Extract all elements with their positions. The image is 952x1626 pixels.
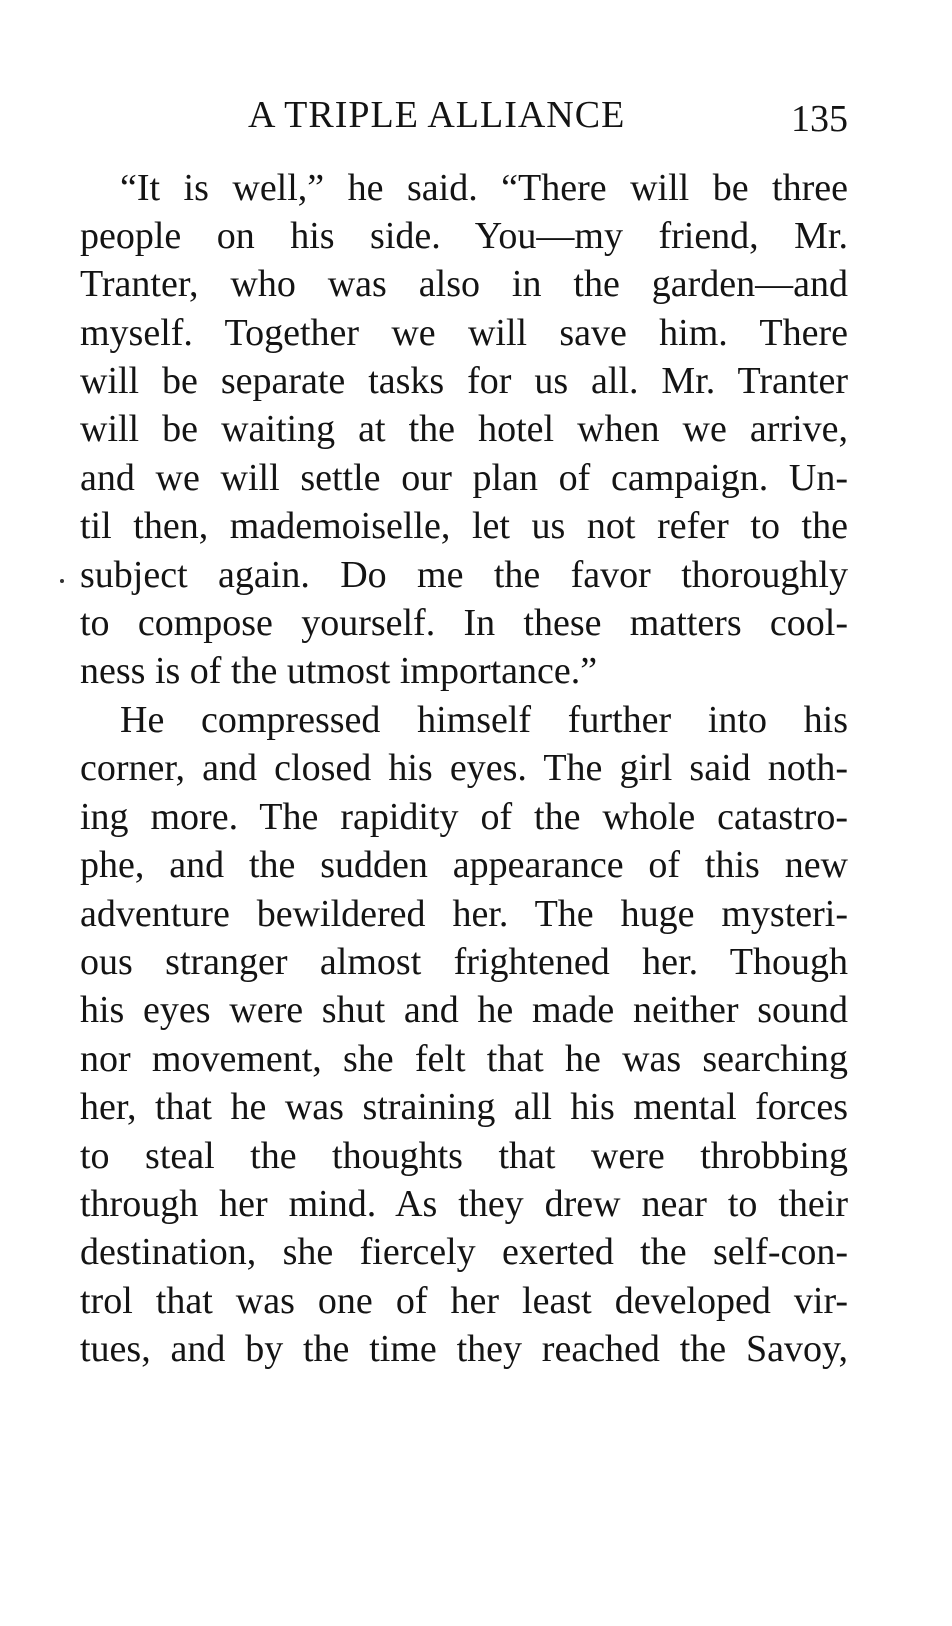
- text-line: tues, and by the time they reached the Savoy,: [80, 1328, 848, 1370]
- text-line: corner, and closed his eyes. The girl said noth-: [80, 747, 848, 789]
- text-line: til then, mademoiselle, let us not refer to the: [80, 505, 848, 547]
- text-line: ness is of the utmost importance.”: [80, 650, 598, 692]
- text-line: his eyes were shut and he made neither sound: [80, 989, 848, 1031]
- text-line: to compose yourself. In these matters cool-: [80, 602, 848, 644]
- text-line: through her mind. As they drew near to their: [80, 1183, 848, 1225]
- text-line: ous stranger almost frightened her. Though: [80, 941, 848, 983]
- running-title: A TRIPLE ALLIANCE: [248, 94, 626, 136]
- margin-dot-mark: [60, 579, 64, 583]
- text-line: subject again. Do me the favor thoroughly: [80, 554, 848, 596]
- text-line: her, that he was straining all his mental forces: [80, 1086, 848, 1128]
- text-line: ing more. The rapidity of the whole catastro-: [80, 796, 848, 838]
- text-line: trol that was one of her least developed vir-: [80, 1280, 848, 1322]
- text-line: will be waiting at the hotel when we arrive,: [80, 408, 848, 450]
- text-line: to steal the thoughts that were throbbing: [80, 1135, 848, 1177]
- text-line: myself. Together we will save him. There: [80, 312, 848, 354]
- text-line: people on his side. You—my friend, Mr.: [80, 215, 848, 257]
- text-line: destination, she fiercely exerted the self-con-: [80, 1231, 848, 1273]
- running-head: [80, 92, 848, 138]
- text-line: and we will settle our plan of campaign. Un-: [80, 457, 848, 499]
- text-line: He compressed himself further into his: [120, 699, 848, 741]
- text-line: “It is well,” he said. “There will be three: [120, 167, 848, 209]
- text-line: Tranter, who was also in the garden—and: [80, 263, 848, 305]
- page-number: 135: [791, 98, 848, 140]
- text-line: phe, and the sudden appearance of this new: [80, 844, 848, 886]
- text-line: nor movement, she felt that he was searching: [80, 1038, 848, 1080]
- text-line: adventure bewildered her. The huge mysteri-: [80, 893, 848, 935]
- text-line: will be separate tasks for us all. Mr. Tranter: [80, 360, 848, 402]
